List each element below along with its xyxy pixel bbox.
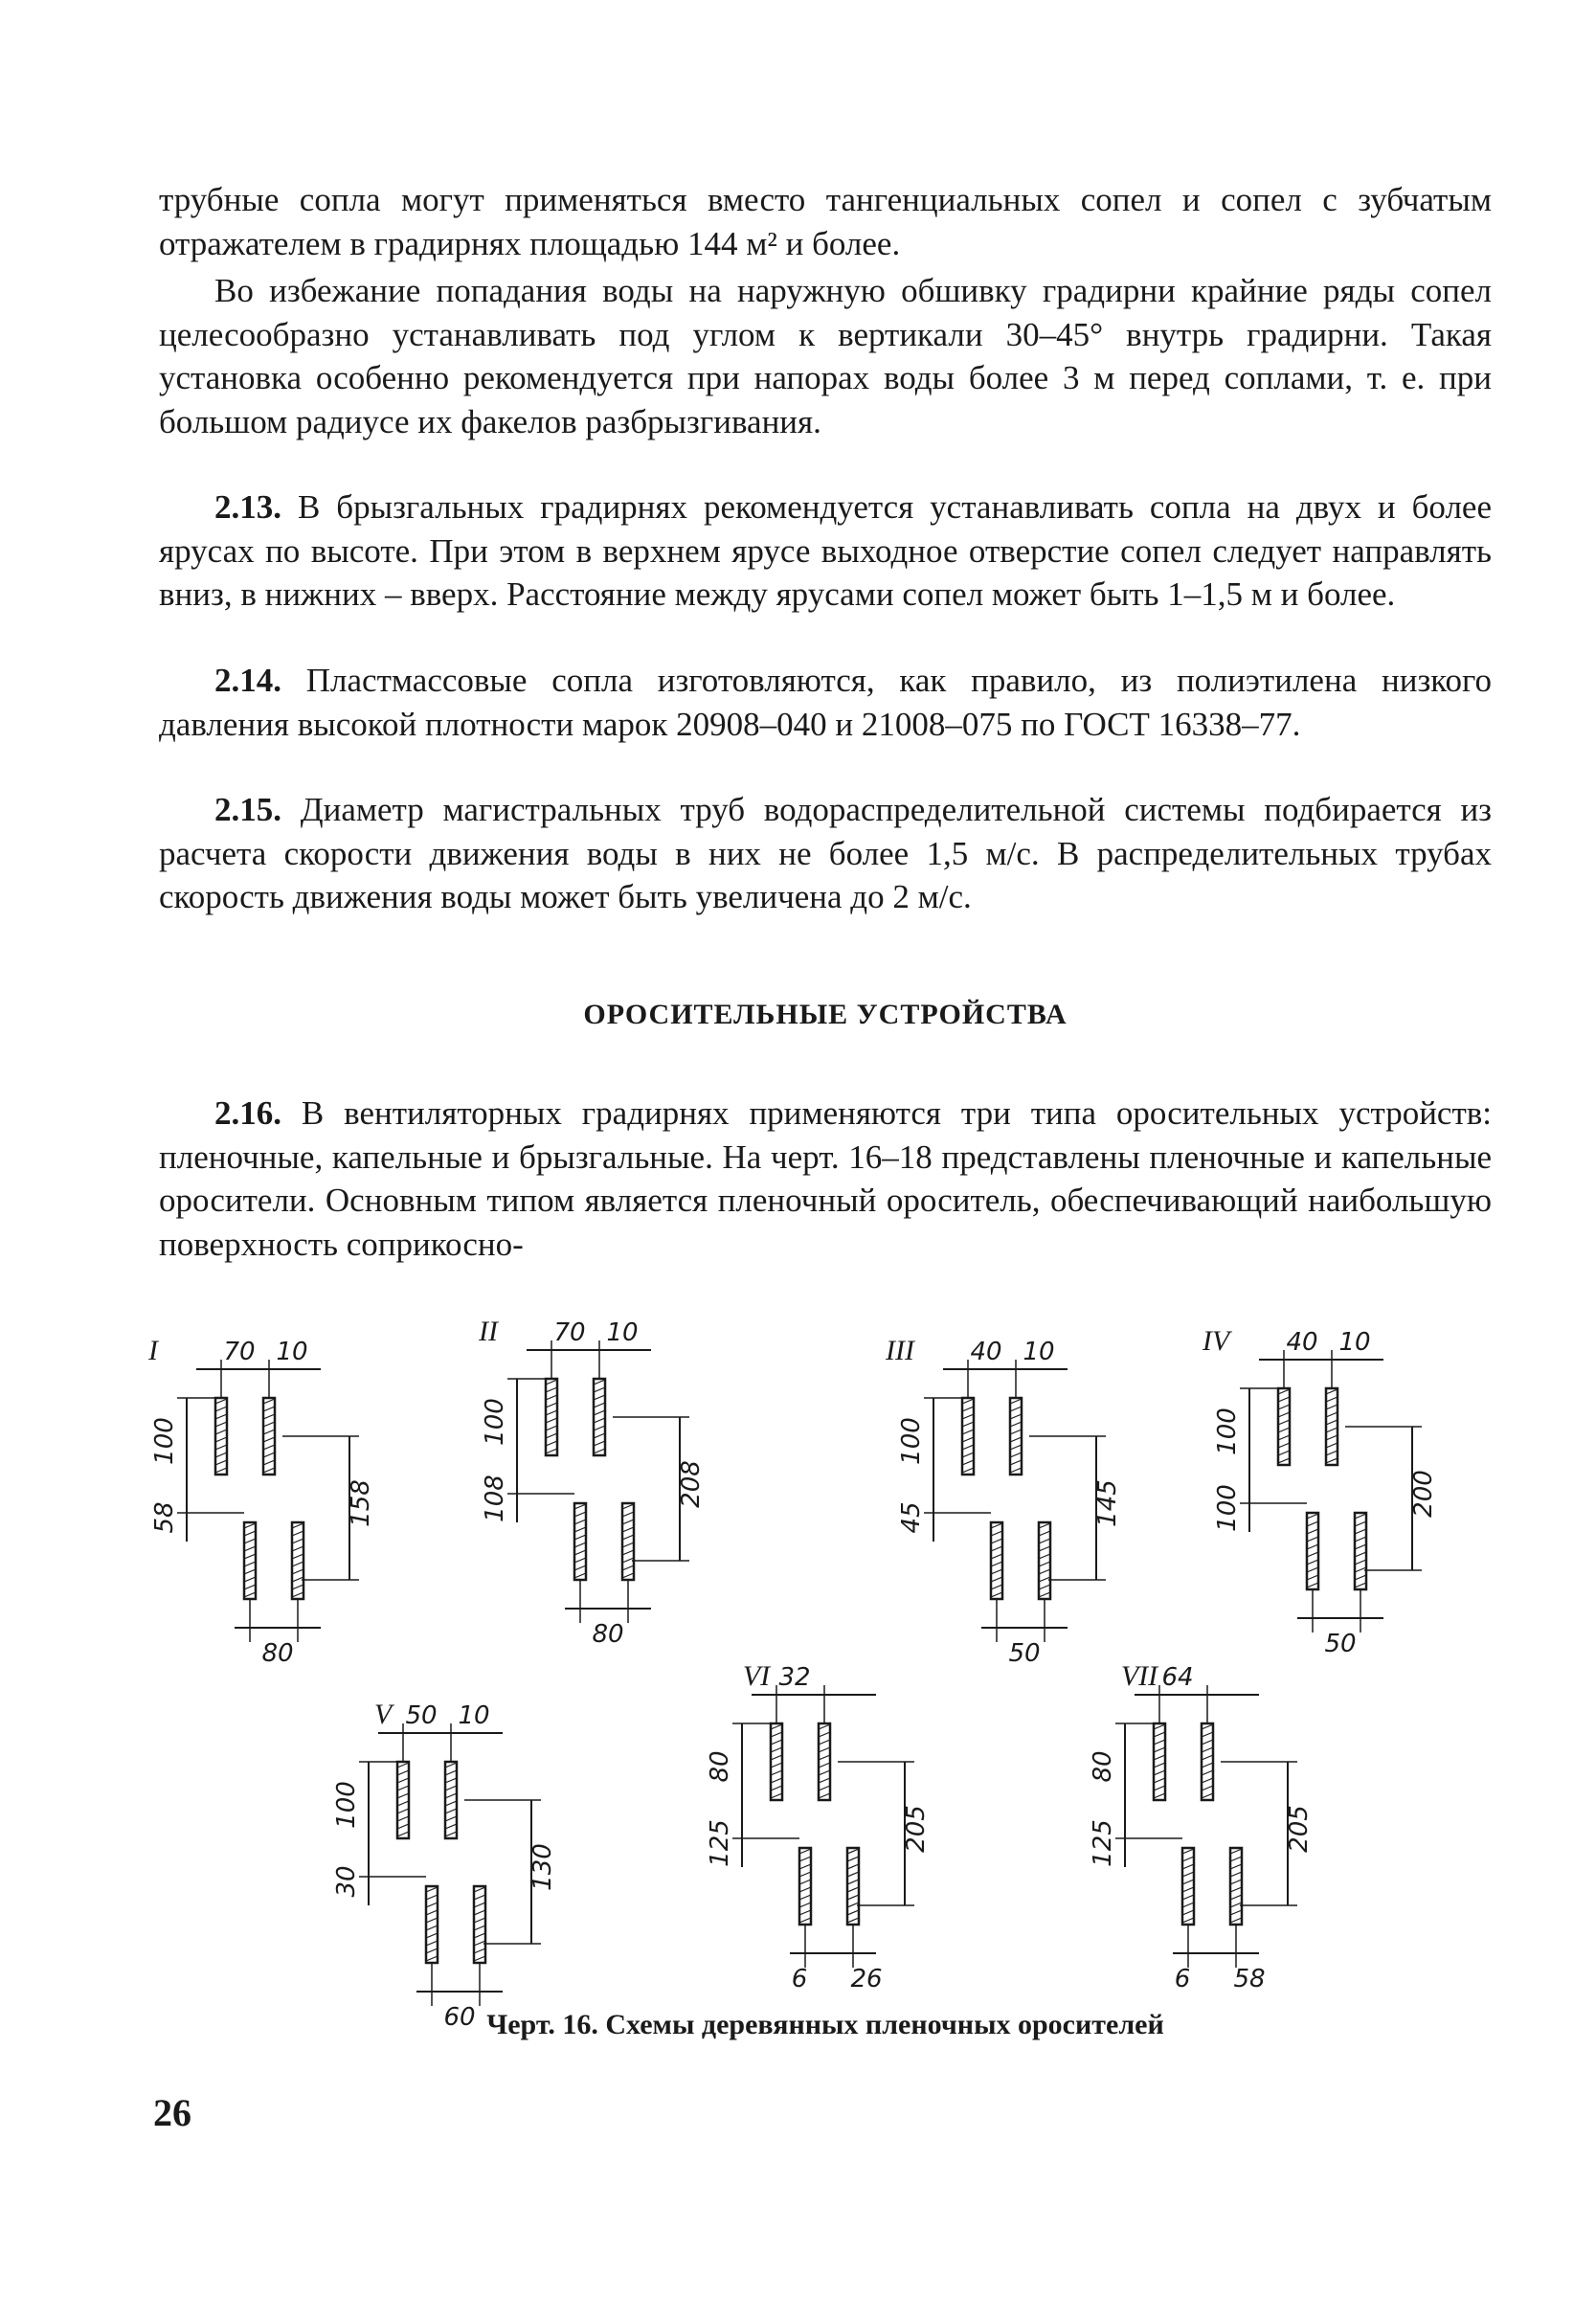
dimension-label: 100	[481, 1398, 509, 1446]
dimension-label: 200	[1409, 1470, 1438, 1518]
dimension-label: 40	[1286, 1328, 1318, 1357]
dimension-label: 10	[1338, 1328, 1371, 1357]
scheme-label: IV	[1202, 1325, 1230, 1357]
scheme-label: III	[886, 1335, 914, 1366]
dimension-label: 50	[405, 1701, 438, 1730]
dimension-label: 205	[1285, 1805, 1314, 1853]
dimension-label: 10	[1023, 1338, 1055, 1366]
dimension-label: 205	[902, 1805, 931, 1853]
dimension-label: 80	[706, 1750, 734, 1783]
paragraph	[159, 485, 1492, 617]
dimension-label: 60	[443, 2003, 476, 2032]
dimension-label: 58	[150, 1501, 179, 1534]
paragraph	[159, 269, 1492, 443]
dimension-label: 100	[1213, 1407, 1242, 1455]
dimension-label: 158	[347, 1479, 375, 1527]
dimension-label: 6	[791, 1965, 808, 1993]
scheme-label: VI	[742, 1660, 771, 1692]
dimension-label: 145	[1093, 1479, 1122, 1527]
dimension-label: 70	[553, 1318, 586, 1347]
dimension-label: 130	[528, 1843, 557, 1891]
scheme-label: V	[373, 1699, 393, 1730]
dimension-label: 80	[592, 1620, 624, 1649]
paragraph-number: 2.15.	[214, 791, 281, 828]
dimension-label: 6	[1174, 1965, 1191, 1993]
paragraph-text: Диаметр магистральных труб водораспределительной системы подбирается из расчета скорости движения воды в них не более 1,5 м/с. В распределительных трубах скорость движения воды может быть увеличена до 2 м/с.	[159, 791, 1493, 915]
dimension-label: 10	[458, 1701, 490, 1730]
section-heading: ОРОСИТЕЛЬНЫЕ УСТРОЙСТВА	[583, 999, 1068, 1030]
dimension-label: 70	[223, 1338, 256, 1366]
dimension-label: 100	[897, 1417, 926, 1465]
paragraph-text: В брызгальных градирнях рекомендуется устанавливать сопла на двух и более ярусах по высоте. При этом в верхнем ярусе выходное отверстие сопел следует направлять вниз, в нижних – вверх. Расстояние между ярусами сопел может быть 1–1,5 м и более.	[159, 488, 1493, 613]
dimension-label: 50	[1324, 1630, 1357, 1658]
dimension-label: 40	[970, 1338, 1002, 1366]
paragraph-number: 2.16.	[214, 1094, 281, 1132]
paragraph-text: Во избежание попадания воды на наружную обшивку градирни крайние ряды сопел целесообразно устанавливать под углом к вертикали 30–45° внутрь градирни. Такая установка особенно рекомендуется при напорах воды более 3 м перед соплами, т. е. при большом радиусе их факелов разбрызгивания.	[159, 272, 1492, 440]
dimension-label: 30	[332, 1865, 361, 1898]
paragraph-text: В вентиляторных градирнях применяются три типа оросительных устройств: пленочные, капельные и брызгальные. На черт. 16–18 представлены пленочные и капельные оросители. Основным типом является пленочный ороситель, обеспечивающий наибольшую поверхность соприкосно-	[159, 1094, 1493, 1263]
paragraph-text: Пластмассовые сопла изготовляются, как правило, из полиэтилена низкого давления высокой плотности марок 20908–040 и 21008–075 по ГОСТ 16338–77.	[159, 662, 1492, 743]
page-number: 26	[153, 2091, 191, 2134]
dimension-label: 108	[481, 1475, 509, 1522]
dimension-label: 208	[677, 1460, 706, 1508]
dimension-label: 80	[261, 1639, 294, 1668]
dimension-label: 125	[1089, 1819, 1117, 1867]
dimension-label: 32	[778, 1663, 811, 1692]
dimension-label: 58	[1233, 1965, 1266, 1993]
dimension-label: 26	[850, 1965, 883, 1993]
dimension-label: 100	[150, 1417, 179, 1465]
dimension-label: 100	[332, 1781, 361, 1829]
scheme-label: VII	[1120, 1660, 1158, 1692]
dimension-label: 50	[1008, 1639, 1041, 1668]
paragraph	[159, 788, 1492, 919]
dimension-label: 80	[1089, 1750, 1117, 1783]
paragraph-number: 2.14.	[214, 662, 281, 699]
dimension-label: 64	[1161, 1663, 1194, 1692]
dimension-label: 125	[706, 1819, 734, 1867]
figure-caption: Черт. 16. Схемы деревянных пленочных оросителей	[486, 2009, 1164, 2040]
scheme-label: I	[148, 1335, 158, 1366]
dimension-label: 10	[606, 1318, 639, 1347]
paragraph-number: 2.13.	[214, 488, 281, 526]
paragraph	[159, 1092, 1492, 1266]
paragraph-text: трубные сопла могут применяться вместо тангенциальных сопел и сопел с зубчатым отражателем в градирнях площадью 144 м² и более.	[159, 181, 1492, 262]
dimension-label: 45	[897, 1501, 926, 1534]
scheme-label: II	[479, 1316, 498, 1347]
paragraph	[159, 659, 1492, 746]
dimension-label: 100	[1213, 1484, 1242, 1532]
paragraph	[159, 178, 1492, 265]
dimension-label: 10	[276, 1338, 308, 1366]
